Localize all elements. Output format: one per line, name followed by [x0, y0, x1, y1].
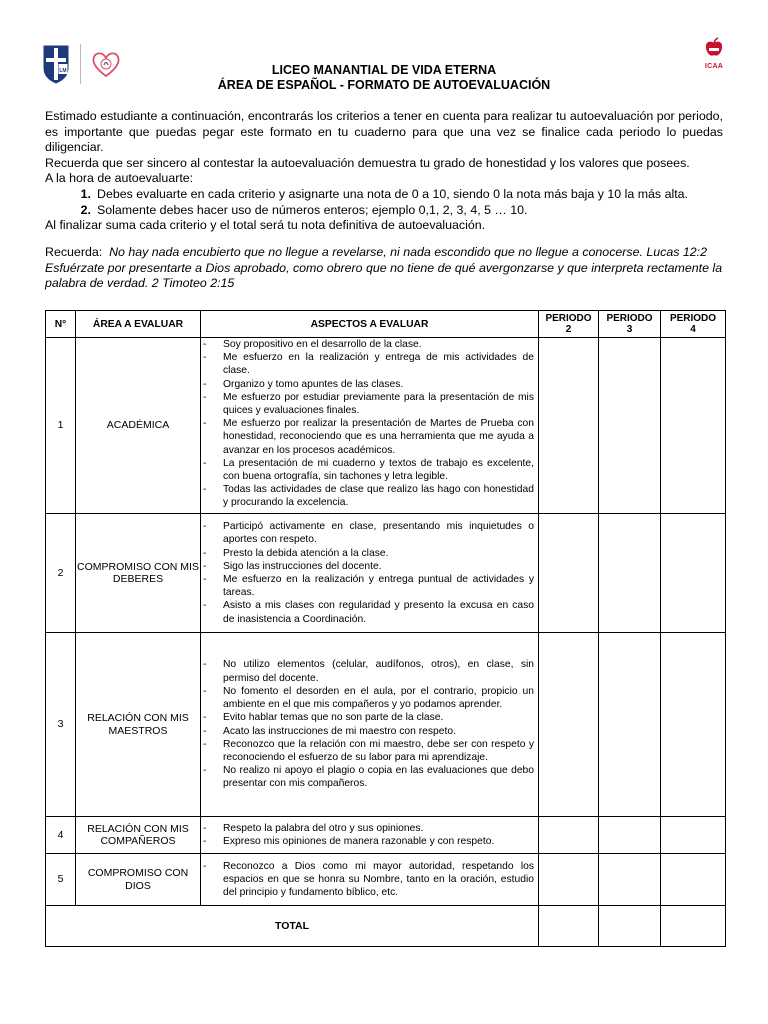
aspect-item: - Expreso mis opiniones de manera razonable y con respeto.: [201, 835, 534, 848]
row-area: ACADÉMICA: [76, 338, 201, 514]
total-cell-period-4[interactable]: [661, 906, 726, 947]
instruction-number: 1.: [80, 186, 91, 201]
row-aspects: [201, 633, 539, 817]
table-row: [46, 854, 726, 906]
table-row: [46, 633, 726, 817]
aspect-item: - Soy propositivo en el desarrollo de la clase.: [201, 338, 534, 351]
aspect-item: - No realizo ni apoyo el plagio o copia en las evaluaciones que debo presentar con mis compañeros.: [201, 764, 534, 790]
final-note: Al finalizar suma cada criterio y el total será tu nota definitiva de autoevaluación.: [45, 218, 486, 233]
row-aspects: [201, 514, 539, 633]
row-number: 5: [46, 854, 76, 906]
shield-letters: LM: [59, 68, 67, 74]
how-to-intro: A la hora de autoevaluarte:: [45, 171, 194, 186]
aspect-item: - No utilizo elementos (celular, audífonos, otros), en clase, sin permiso del docente.: [201, 658, 534, 684]
bible-quote: [45, 245, 723, 292]
score-cell-period-2[interactable]: [539, 817, 599, 854]
score-cell-period-2[interactable]: [539, 633, 599, 817]
honesty-paragraph: Recuerda que ser sincero al contestar la autoevaluación demuestra tu grado de honestidad y los valores que posees.: [45, 155, 690, 170]
aspect-item: - Reconozco a Dios como mi mayor autoridad, respetando los espacios en que se honra su Nombre, tanto en la oración, estudio del principio y fundamento bíblico, etc.: [201, 860, 534, 900]
aspect-item: - Sigo las instrucciones del docente.: [201, 560, 534, 573]
header-number: N°: [46, 311, 76, 338]
quote-label: Recuerda:: [45, 245, 103, 259]
intro-paragraph: Estimado estudiante a continuación, encontrarás los criterios a tener en cuenta para realizar tu autoevaluación por periodo, es importante que puedas pegar este formato en tu cuaderno para que una vez se finalice cada periodo lo puedas diligenciar.: [45, 109, 723, 155]
header-period-4: PERIODO 4: [661, 311, 726, 338]
aspect-item: - Presto la debida atención a la clase.: [201, 547, 534, 560]
score-cell-period-3[interactable]: [599, 817, 661, 854]
total-cell-period-2[interactable]: [539, 906, 599, 947]
header-area: ÁREA A EVALUAR: [76, 311, 201, 338]
score-cell-period-4[interactable]: [661, 338, 726, 514]
table-row: [46, 338, 726, 514]
quote-line-2: Esfuérzate por presentarte a Dios aprobado, como obrero que no tiene de qué avergonzarse y que interpreta rectamente la palabra de verdad. 2 Timoteo 2:15: [45, 260, 723, 291]
score-cell-period-2[interactable]: [539, 854, 599, 906]
row-area: COMPROMISO CON MIS DEBERES: [76, 514, 201, 633]
school-name: LICEO MANANTIAL DE VIDA ETERNA: [271, 63, 497, 77]
row-number: 2: [46, 514, 76, 633]
total-row: [46, 906, 726, 947]
aspect-item: - Me esfuerzo por realizar la presentación de Martes de Prueba con honestidad, reconociendo que es una herramienta que me ayuda a avanzar en los procesos académicos.: [201, 417, 534, 457]
icaa-logo-text: ICAA: [704, 63, 724, 70]
instruction-item: [45, 203, 723, 219]
score-cell-period-3[interactable]: [599, 633, 661, 817]
aspect-item: - Me esfuerzo en la realización y entrega puntual de actividades y tareas.: [201, 573, 534, 599]
score-cell-period-3[interactable]: [599, 338, 661, 514]
row-area: RELACIÓN CON MIS COMPAÑEROS: [76, 817, 201, 854]
table-row: [46, 514, 726, 633]
aspect-item: - Acato las instrucciones de mi maestro con respeto.: [201, 725, 534, 738]
score-cell-period-2[interactable]: [539, 338, 599, 514]
quote-line-1: No hay nada encubierto que no llegue a revelarse, ni nada escondido que no llegue a conocerse. Lucas 12:2: [109, 245, 707, 259]
aspect-item: - Asisto a mis clases con regularidad y presento la excusa en caso de inasistencia a Coordinación.: [201, 599, 534, 625]
aspect-item: - No fomento el desorden en el aula, por el contrario, propicio un ambiente en el que mis compañeros y yo podamos aprender.: [201, 685, 534, 711]
row-aspects: [201, 854, 539, 906]
row-aspects: [201, 338, 539, 514]
total-label: TOTAL: [46, 906, 539, 947]
header-period-3: PERIODO 3: [599, 311, 661, 338]
score-cell-period-4[interactable]: [661, 817, 726, 854]
aspect-item: - Evito hablar temas que no son parte de la clase.: [201, 711, 534, 724]
row-aspects: [201, 817, 539, 854]
aspect-item: - Organizo y tomo apuntes de las clases.: [201, 378, 534, 391]
aspect-item: - Respeto la palabra del otro y sus opiniones.: [201, 822, 534, 835]
aspect-item: - La presentación de mi cuaderno y textos de trabajo es excelente, con buena ortografía, sin tachones y letra legible.: [201, 457, 534, 483]
instruction-number: 2.: [80, 202, 91, 217]
total-cell-period-3[interactable]: [599, 906, 661, 947]
form-title: ÁREA DE ESPAÑOL - FORMATO DE AUTOEVALUACIÓN: [217, 78, 551, 92]
row-area: RELACIÓN CON MIS MAESTROS: [76, 633, 201, 817]
aspect-item: - Todas las actividades de clase que realizo las hago con honestidad y procurando la excelencia.: [201, 483, 534, 509]
row-number: 1: [46, 338, 76, 514]
icaa-apple-logo-icon: [703, 36, 725, 58]
score-cell-period-4[interactable]: [661, 633, 726, 817]
aspect-item: - Me esfuerzo en la realización y entrega de mis actividades de clase.: [201, 351, 534, 377]
instruction-text: Debes evaluarte en cada criterio y asignarte una nota de 0 a 10, siendo 0 la nota más baja y 10 la más alta.: [97, 186, 688, 201]
table-row: [46, 817, 726, 854]
instructions: [45, 109, 723, 234]
evaluation-table: [45, 310, 726, 947]
row-number: 4: [46, 817, 76, 854]
score-cell-period-4[interactable]: [661, 854, 726, 906]
score-cell-period-3[interactable]: [599, 854, 661, 906]
instruction-text: Solamente debes hacer uso de números enteros; ejemplo 0,1, 2, 3, 4, 5 … 10.: [97, 202, 528, 217]
aspect-item: - Me esfuerzo por estudiar previamente para la presentación de mis quices y evaluaciones finales.: [201, 391, 534, 417]
aspect-item: - Reconozco que la relación con mi maestro, debe ser con respeto y reconociendo el esfuerzo de su labor para mi aprendizaje.: [201, 738, 534, 764]
aspect-item: - Participó activamente en clase, presentando mis inquietudes o aportes con respeto.: [201, 520, 534, 546]
score-cell-period-4[interactable]: [661, 514, 726, 633]
score-cell-period-2[interactable]: [539, 514, 599, 633]
score-cell-period-3[interactable]: [599, 514, 661, 633]
instruction-item: [45, 187, 723, 203]
header-aspects: ASPECTOS A EVALUAR: [201, 311, 539, 338]
row-area: COMPROMISO CON DIOS: [76, 854, 201, 906]
header-period-2: PERIODO 2: [539, 311, 599, 338]
document-header: [0, 63, 768, 93]
row-number: 3: [46, 633, 76, 817]
